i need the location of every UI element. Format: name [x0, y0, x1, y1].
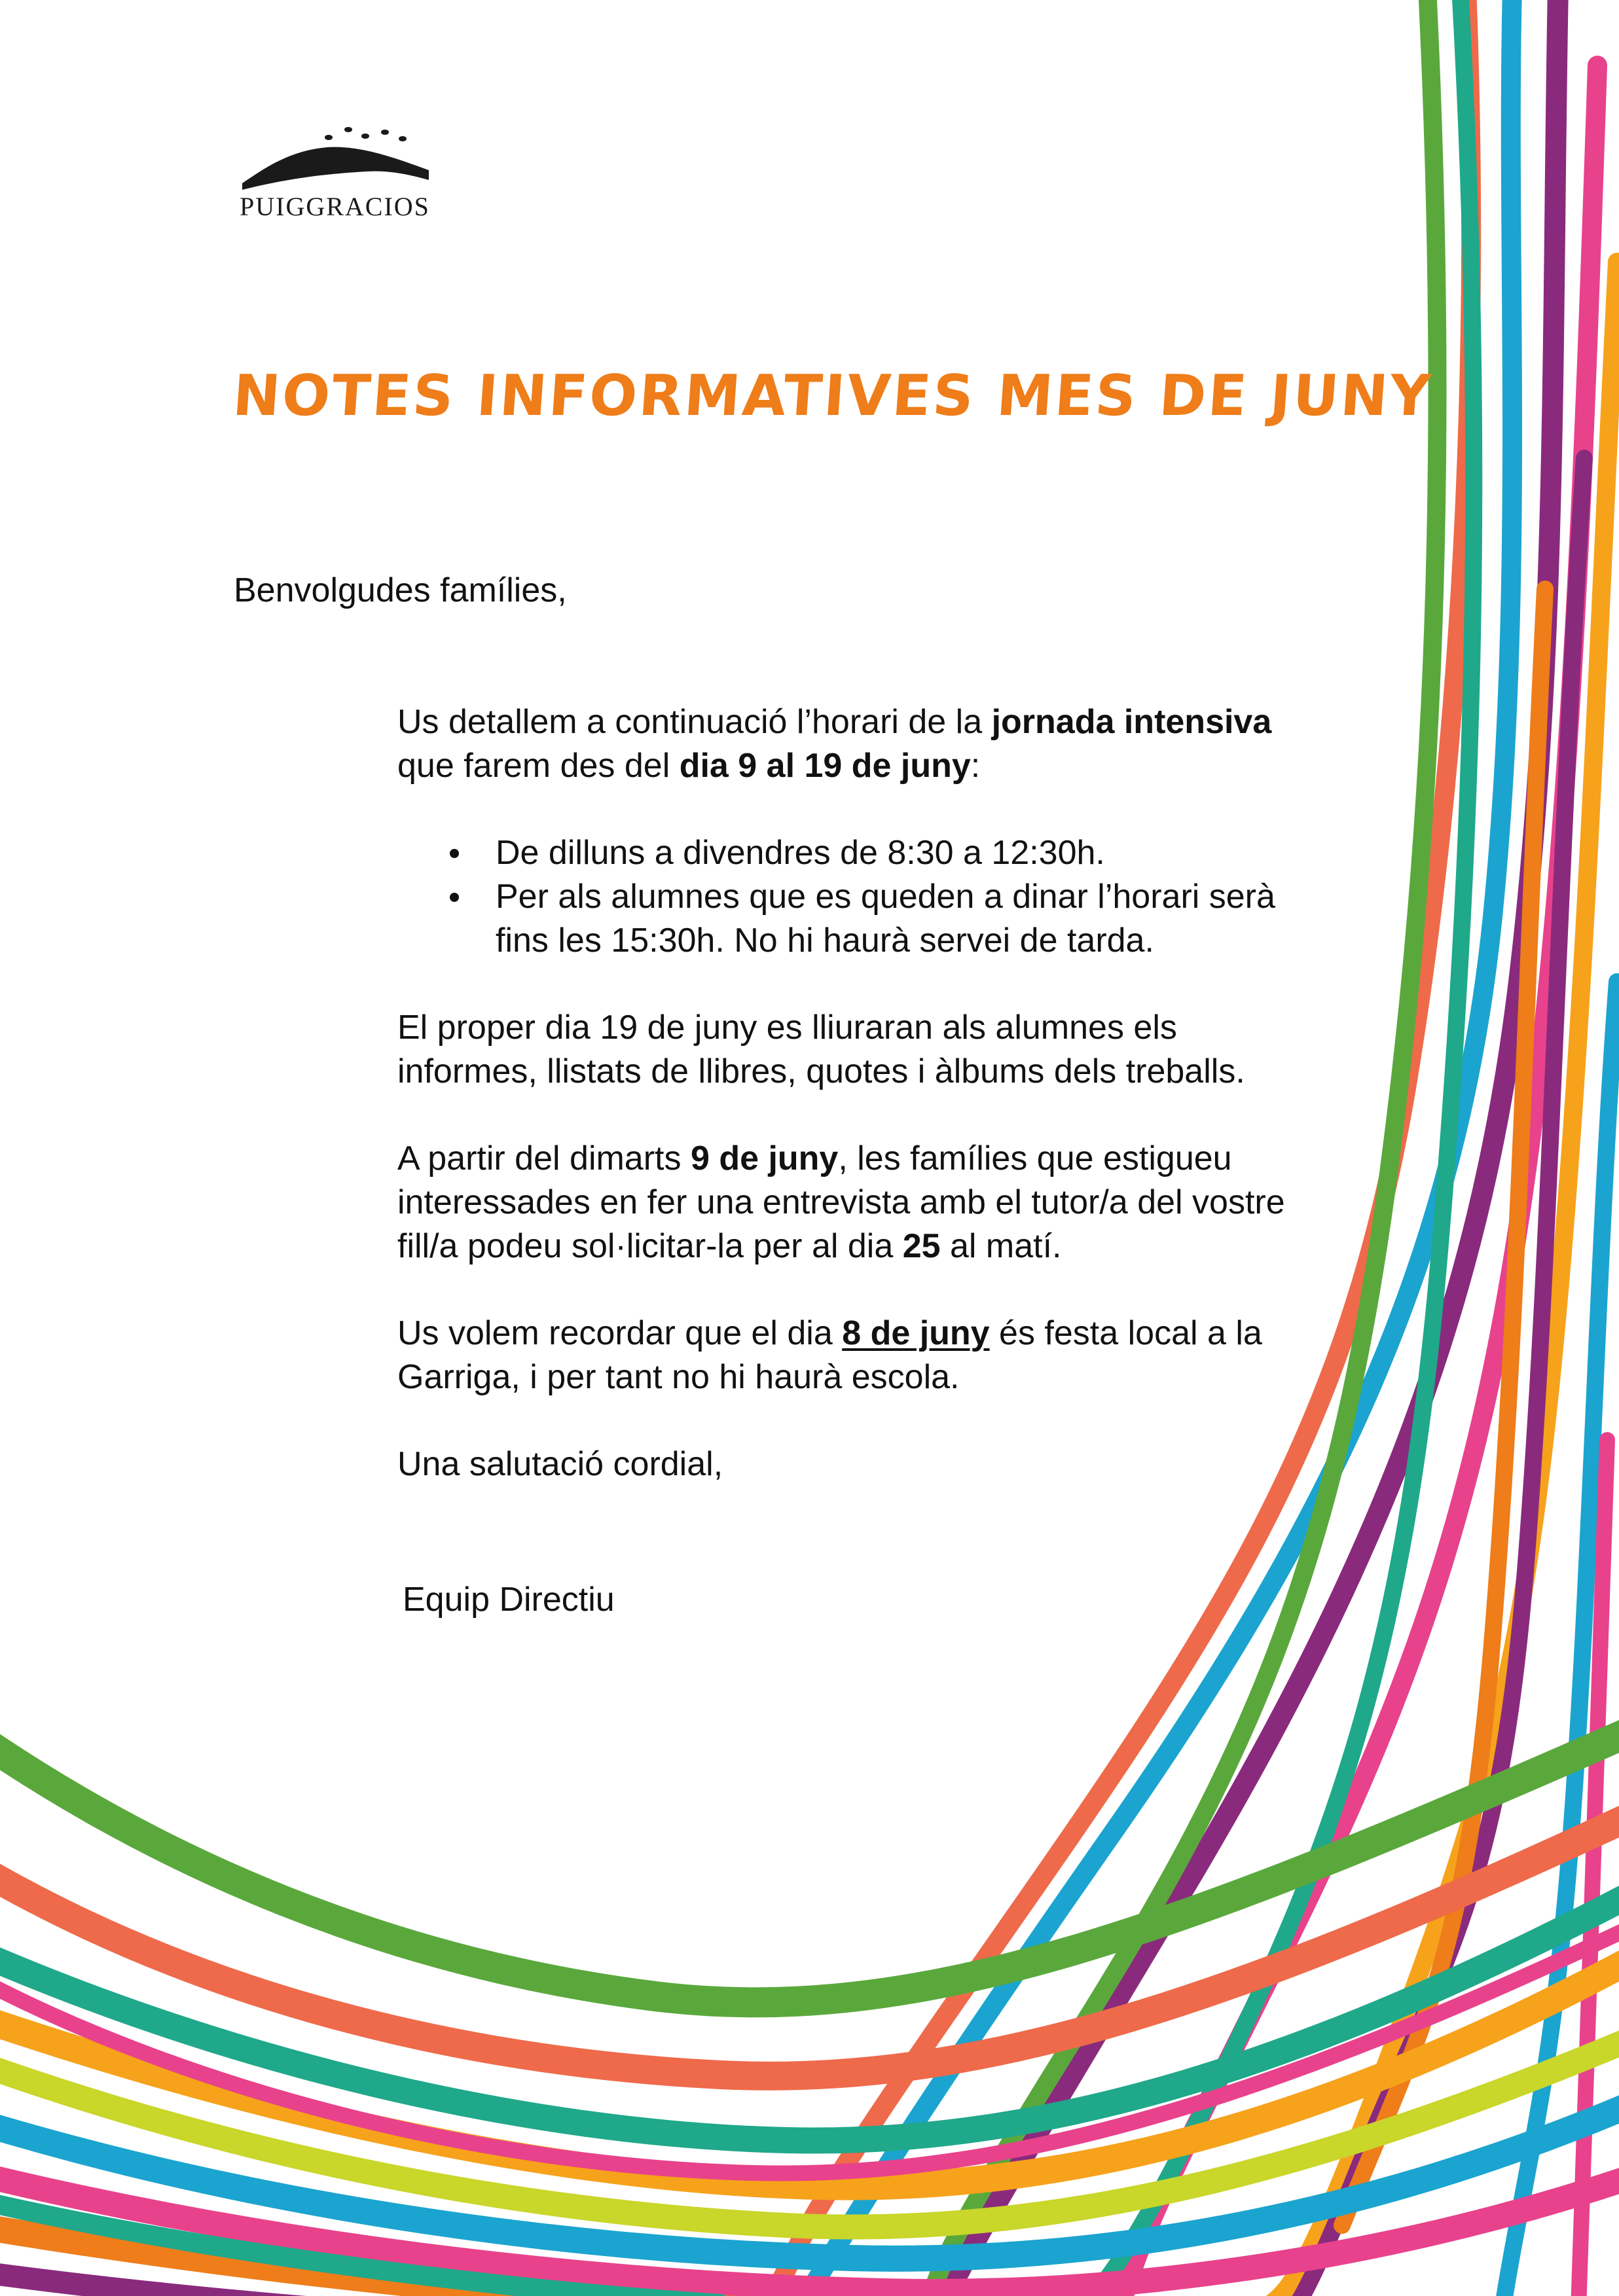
closing: Una salutació cordial,	[397, 1445, 723, 1483]
greeting: Benvolgudes famílies,	[234, 571, 567, 609]
schedule-list	[397, 831, 1314, 963]
intro-text-2: que farem des del	[397, 747, 680, 785]
intro-bold-2: dia 9 al 19 de juny	[679, 747, 971, 785]
mountain-logo-icon	[236, 124, 432, 190]
list-item: De dilluns a divendres de 8:30 a 12:30h.	[496, 831, 1314, 875]
interview-text-2: , les famílies que estigueu interessades en fer una entrevista amb el tutor/a del vostre fill/a podeu sol·licitar-la per al dia	[397, 1139, 1285, 1265]
interview-text-1: A partir del dimarts	[397, 1139, 691, 1177]
holiday-date: 8 de juny	[842, 1314, 990, 1352]
list-item: Per als alumnes que es queden a dinar l’horari serà fins les 15:30h. No hi haurà servei de tarda.	[496, 875, 1314, 963]
school-logo	[236, 124, 445, 229]
interview-bold-2: 25	[902, 1227, 941, 1265]
holiday-paragraph	[397, 1312, 1314, 1399]
holiday-text-2: és festa local a la Garriga, i per tant no hi haurà escola.	[397, 1314, 1262, 1396]
intro-paragraph	[397, 700, 1314, 788]
intro-text-3: :	[970, 747, 981, 785]
holiday-text-1: Us volem recordar que el dia	[397, 1314, 843, 1352]
interview-bold-1: 9 de juny	[690, 1139, 839, 1177]
letter-body	[397, 700, 1314, 1665]
intro-bold-1: jornada intensiva	[991, 703, 1272, 741]
signature: Equip Directiu	[403, 1581, 615, 1619]
page-title: NOTES INFORMATIVES MES DE JUNY	[230, 363, 1435, 429]
interview-text-3: al matí.	[940, 1227, 1062, 1265]
interview-paragraph	[397, 1137, 1314, 1268]
intro-text-1: Us detallem a continuació l’horari de la	[397, 703, 992, 741]
logo-text: PUIGGRACIOS	[240, 192, 430, 221]
reports-paragraph: El proper dia 19 de juny es lliuraran als alumnes els informes, llistats de llibres, quotes i àlbums dels treballs.	[397, 1009, 1245, 1090]
